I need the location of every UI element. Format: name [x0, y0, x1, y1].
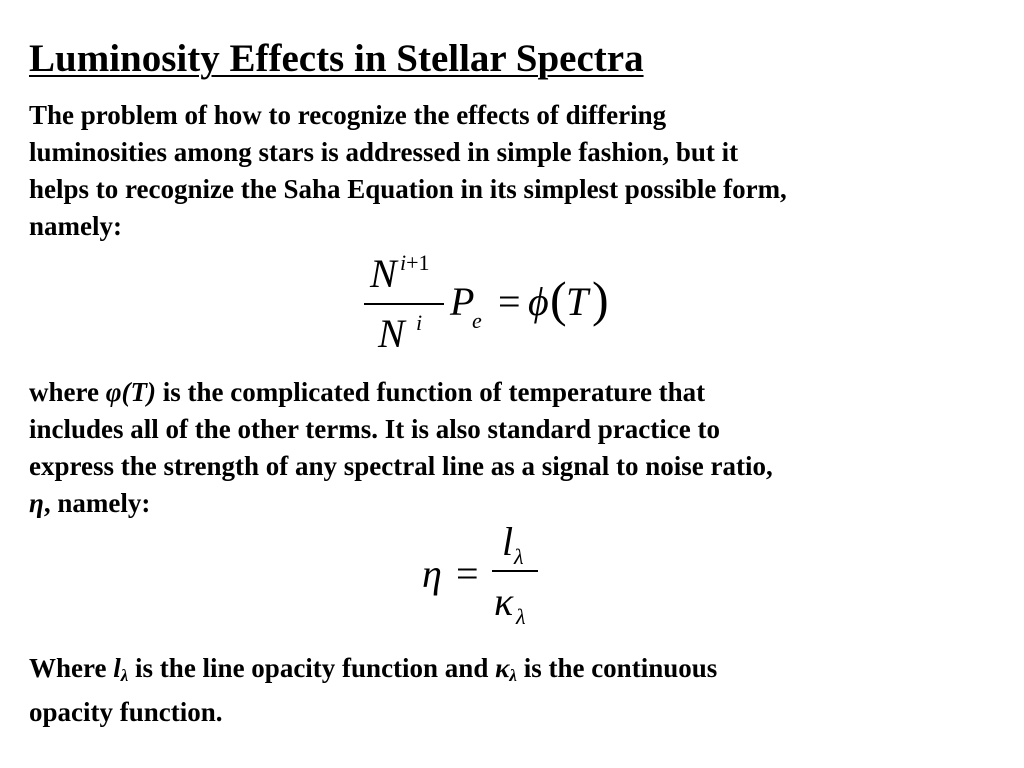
saha-numerator-n: N [370, 251, 397, 296]
saha-equation [360, 248, 620, 358]
saha-equals: = [498, 279, 521, 324]
saha-fraction-bar [364, 303, 444, 305]
saha-phi: ϕ [528, 279, 549, 324]
eta-equation [420, 520, 560, 630]
explanation-line-1 [29, 374, 999, 411]
eta-denominator-subscript: λ [516, 604, 526, 629]
explanation-line-3: express the strength of any spectral line as a signal to noise ratio, [29, 451, 773, 481]
explanation-line-4 [29, 485, 999, 522]
explanation-line-1-suffix: is the complicated function of temperature that [156, 377, 706, 407]
definition-line-1-suffix: is the continuous [516, 653, 718, 683]
intro-line-3: helps to recognize the Saha Equation in its simplest possible form, [29, 174, 787, 204]
slide-title: Luminosity Effects in Stellar Spectra [29, 37, 644, 80]
definition-line-2: opacity function. [29, 697, 223, 727]
eta-fraction-bar [492, 570, 538, 572]
definition-line-1 [29, 650, 999, 694]
saha-temperature-t: T [566, 279, 589, 324]
saha-close-paren: ) [592, 271, 609, 327]
eta-denominator-kappa: κ [494, 579, 514, 624]
saha-open-paren: ( [550, 271, 567, 327]
phi-of-t-symbol: φ(T) [105, 377, 157, 407]
intro-line-1: The problem of how to recognize the effects of differing [29, 100, 667, 130]
l-symbol: l [113, 653, 121, 683]
eta-numerator-subscript: λ [514, 544, 524, 569]
intro-paragraph [29, 97, 999, 245]
eta-symbol: η [29, 488, 44, 518]
intro-line-2: luminosities among stars is addressed in simple fashion, but it [29, 137, 739, 167]
saha-denominator-superscript: i [416, 310, 423, 335]
intro-line-4: namely: [29, 211, 122, 241]
saha-denominator-n: N [378, 311, 405, 356]
definition-paragraph [29, 650, 999, 731]
eta-lhs: η [422, 551, 442, 596]
eta-numerator-l: l [502, 519, 514, 564]
definition-line-1-middle: is the line opacity function and [128, 653, 496, 683]
explanation-line-1-prefix: where [29, 377, 106, 407]
l-subscript: λ [120, 666, 129, 685]
kappa-subscript: λ [509, 666, 517, 685]
eta-equals: = [456, 551, 479, 596]
saha-numerator-superscript: i+1 [400, 250, 430, 275]
saha-pressure-subscript: e [472, 308, 482, 333]
explanation-paragraph [29, 374, 999, 522]
definition-line-1-prefix: Where [29, 653, 114, 683]
saha-pressure-p: P [450, 279, 475, 324]
kappa-symbol: κ [495, 653, 510, 683]
explanation-line-2: includes all of the other terms. It is also standard practice to [29, 414, 720, 444]
explanation-line-4-suffix: , namely: [43, 488, 151, 518]
